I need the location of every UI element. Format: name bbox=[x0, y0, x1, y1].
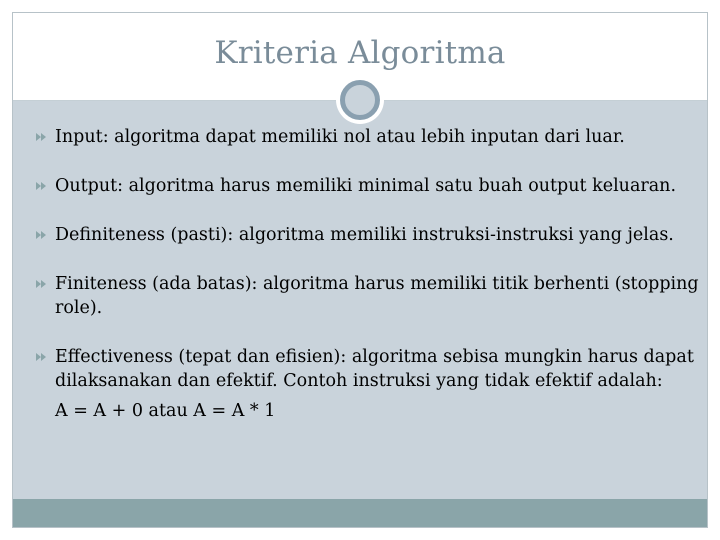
bullet-list bbox=[35, 125, 705, 448]
chevron-bullet-icon bbox=[35, 352, 48, 362]
circle-ornament-icon bbox=[340, 80, 380, 120]
chevron-bullet-icon bbox=[35, 132, 48, 142]
bullet-item-finiteness bbox=[35, 272, 705, 320]
bullet-text: Output: algoritma harus memiliki minimal satu buah output keluaran. bbox=[55, 176, 677, 196]
bullet-item-definiteness bbox=[35, 223, 705, 247]
formula-example: A = A + 0 atau A = A * 1 bbox=[55, 401, 276, 421]
bullet-text: Definiteness (pasti): algoritma memiliki instruksi-instruksi yang jelas. bbox=[55, 225, 674, 245]
bullet-text: Finiteness (ada batas): algoritma harus memiliki titik berhenti (stopping role). bbox=[55, 274, 699, 318]
chevron-bullet-icon bbox=[35, 279, 48, 289]
bullet-text: Input: algoritma dapat memiliki nol atau lebih inputan dari luar. bbox=[55, 127, 625, 147]
slide-title: Kriteria Algoritma bbox=[214, 35, 506, 71]
bullet-item-input bbox=[35, 125, 705, 149]
bullet-item-output bbox=[35, 174, 705, 198]
slide bbox=[12, 12, 708, 528]
bullet-text: Effectiveness (tepat dan efisien): algoritma sebisa mungkin harus dapat dilaksanakan dan efektif. Contoh instruksi yang tidak efektif adalah: bbox=[55, 347, 694, 391]
bullet-item-effectiveness bbox=[35, 345, 705, 423]
footer-bar bbox=[13, 499, 707, 527]
chevron-bullet-icon bbox=[35, 181, 48, 191]
chevron-bullet-icon bbox=[35, 230, 48, 240]
